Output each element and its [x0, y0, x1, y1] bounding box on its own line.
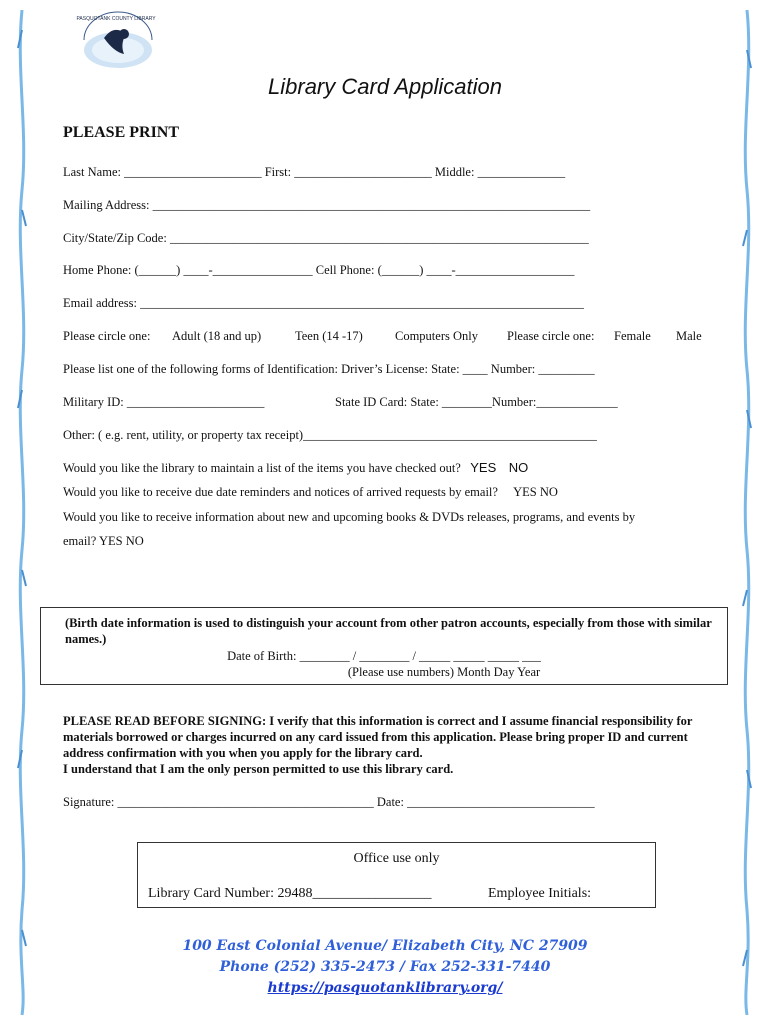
email-line[interactable]: Email address: _______________________________________________________________________ — [63, 296, 584, 310]
agreement-text — [63, 713, 713, 777]
birth-date-box — [40, 607, 728, 685]
library-card-number: Library Card Number: 29488_________________ — [148, 886, 432, 901]
no-label: NO — [539, 485, 558, 499]
military-id-line[interactable]: Military ID: ______________________ — [63, 395, 265, 409]
question-checkout-history — [63, 460, 528, 476]
office-use-box — [137, 842, 656, 908]
question-text: Would you like the library to maintain a list of the items you have checked out? — [63, 461, 461, 475]
option-computers-only[interactable]: Computers Only — [395, 329, 478, 343]
date-of-birth-hint: (Please use numbers) Month Day Year — [347, 665, 541, 679]
question-text: email? — [63, 534, 97, 548]
category-label: Please circle one: — [63, 329, 151, 343]
birth-date-note: (Birth date information is used to distinguish your account from other patron accounts, especially from those with similar names.) — [65, 616, 712, 646]
yes-label: YES — [99, 534, 123, 548]
page-title: Library Card Application — [268, 74, 502, 99]
employee-initials: Employee Initials: — [488, 886, 592, 901]
date-of-birth-line[interactable]: Date of Birth: ________ / ________ / _____ _____ _____ ___ — [227, 649, 541, 663]
office-use-title: Office use only — [353, 851, 440, 866]
signature-line[interactable]: Signature: _________________________________________ Date: ______________________________ — [63, 795, 595, 809]
please-print-heading: PLEASE PRINT — [63, 124, 180, 141]
logo-text: PASQUOTANK COUNTY LIBRARY — [76, 16, 156, 22]
agreement-paragraph: PLEASE READ BEFORE SIGNING: I verify that this information is correct and I assume financial responsibility for materials borrowed or charges incurred on any card issued from this application. Please bring proper ID and current address confirmation with you when you apply for the library card. — [63, 714, 693, 760]
question-text: Would you like to receive due date reminders and notices of arrived requests by email? — [63, 485, 498, 499]
yes-label: YES — [513, 485, 537, 499]
footer-address: 100 East Colonial Avenue/ Elizabeth City, NC 27909 — [182, 938, 588, 954]
no-label: NO — [125, 534, 144, 548]
gender-label: Please circle one: — [507, 329, 595, 343]
agreement-final-line: I understand that I am the only person permitted to use this library card. — [63, 762, 454, 776]
footer-website-link[interactable]: https://pasquotanklibrary.org/ — [267, 980, 503, 996]
option-teen[interactable]: Teen (14 -17) — [295, 329, 363, 343]
option-adult[interactable]: Adult (18 and up) — [172, 329, 262, 343]
question-new-releases: Would you like to receive information about new and upcoming books & DVDs releases, programs, and events by — [63, 510, 636, 524]
option-female[interactable]: Female — [614, 329, 651, 343]
question-email-reminders — [63, 485, 558, 500]
question-new-releases-cont — [63, 534, 144, 549]
left-border-vine — [14, 10, 30, 1015]
phone-line[interactable]: Home Phone: (______) ____-________________ Cell Phone: (______) ____-___________________ — [63, 263, 575, 277]
option-male[interactable]: Male — [676, 329, 702, 343]
state-id-line[interactable]: State ID Card: State: ________Number:_____________ — [335, 395, 618, 409]
name-field-line[interactable]: Last Name: ______________________ First: ______________________ Middle: ______________ — [63, 165, 566, 179]
no-label: NO — [508, 460, 529, 475]
city-state-zip-line[interactable]: City/State/Zip Code: ___________________________________________________________________ — [63, 231, 589, 245]
footer-phone: Phone (252) 335-2473 / Fax 252-331-7440 — [219, 959, 551, 975]
mailing-address-line[interactable]: Mailing Address: ______________________________________________________________________ — [63, 198, 591, 212]
right-border-vine — [739, 10, 755, 1015]
identification-line[interactable]: Please list one of the following forms of Identification: Driver’s License: State: ____ Number: _________ — [63, 362, 595, 376]
yes-label: YES — [470, 460, 497, 475]
other-id-line[interactable]: Other: ( e.g. rent, utility, or property tax receipt)_______________________________________________ — [63, 428, 597, 442]
library-logo — [74, 10, 158, 74]
